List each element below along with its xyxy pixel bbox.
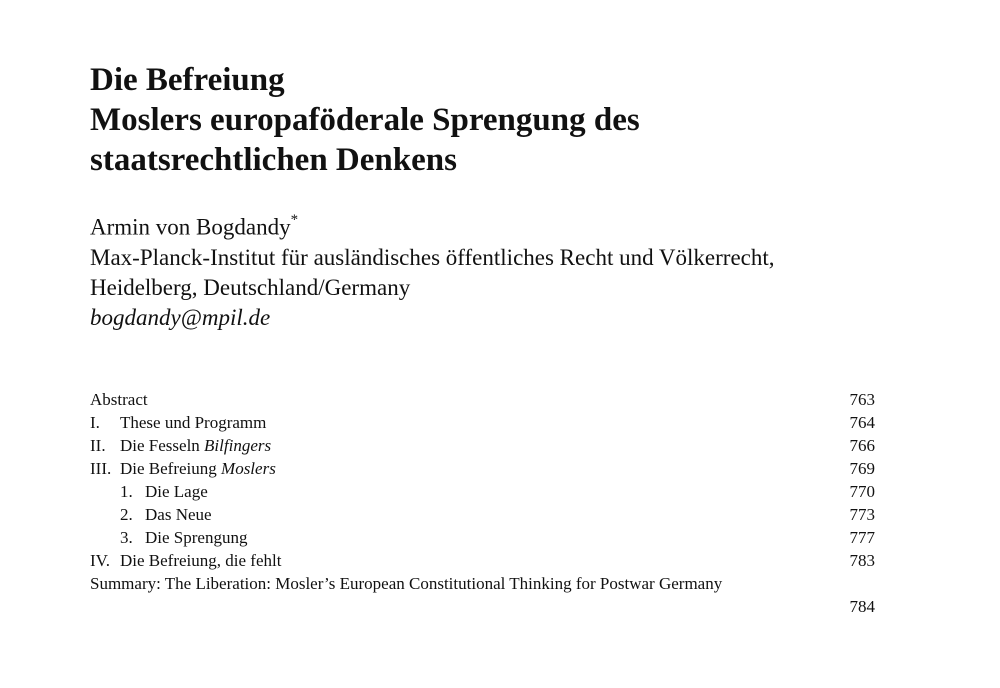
title-line-3: staatsrechtlichen Denkens xyxy=(90,142,457,178)
toc-label: Die Sprengung xyxy=(145,528,248,547)
toc-label xyxy=(120,459,276,478)
toc-label-italic: Moslers xyxy=(221,459,276,478)
toc-entry-section-3-2[interactable] xyxy=(90,503,875,526)
title-line-2: Moslers europaföderale Sprengung des xyxy=(90,102,640,138)
toc-page-number: 773 xyxy=(849,505,875,524)
toc-section-number: II. xyxy=(90,436,106,455)
toc-label-plain: Die Befreiung xyxy=(120,459,222,478)
toc-entry-section-3-1[interactable] xyxy=(90,480,875,503)
toc-entry-section-4[interactable] xyxy=(90,549,875,572)
author-name-line xyxy=(90,207,950,243)
toc-section-number: 1. xyxy=(120,482,133,501)
toc-page-number: 777 xyxy=(849,528,875,547)
author-footnote-mark[interactable]: * xyxy=(290,212,299,228)
toc-label: These und Programm xyxy=(120,413,267,432)
toc-label-italic: Bilfingers xyxy=(204,436,272,455)
toc-label xyxy=(120,436,271,455)
toc-page-number: 770 xyxy=(849,482,875,501)
author-email[interactable]: bogdandy@mpil.de xyxy=(90,304,271,330)
toc-label: Summary: The Liberation: Mosler’s European Constitutional Thinking for Postwar Germany xyxy=(90,574,723,593)
toc-section-number: 2. xyxy=(120,505,133,524)
toc-section-number: I. xyxy=(90,413,100,432)
toc-label: Die Befreiung, die fehlt xyxy=(120,551,282,570)
toc-page-number: 769 xyxy=(849,459,875,478)
toc-label: Die Lage xyxy=(145,482,208,501)
toc-page-number: 783 xyxy=(849,551,875,570)
toc-section-number: III. xyxy=(90,459,112,478)
toc-page-number: 766 xyxy=(849,436,875,455)
affiliation-line-2: Heidelberg, Deutschland/Germany xyxy=(90,274,411,300)
toc-entry-section-1[interactable] xyxy=(90,411,875,434)
toc-page-number: 784 xyxy=(849,597,875,616)
toc-entry-section-3-3[interactable] xyxy=(90,526,875,549)
toc-entry-summary[interactable] xyxy=(90,572,875,618)
toc-entry-abstract[interactable] xyxy=(90,388,875,411)
toc-entry-section-3[interactable] xyxy=(90,457,875,480)
article-title xyxy=(90,60,930,180)
toc-label-plain: Die Fesseln xyxy=(120,436,205,455)
table-of-contents xyxy=(90,388,875,618)
title-line-1: Die Befreiung xyxy=(90,62,285,98)
toc-page-number: 763 xyxy=(849,390,875,409)
toc-section-number: IV. xyxy=(90,551,110,570)
toc-page-number: 764 xyxy=(849,413,875,432)
toc-section-number: 3. xyxy=(120,528,133,547)
toc-label: Abstract xyxy=(90,390,148,409)
author-name: Armin von Bogdandy xyxy=(90,214,291,240)
author-block xyxy=(90,207,950,333)
toc-label: Das Neue xyxy=(145,505,212,524)
toc-entry-section-2[interactable] xyxy=(90,434,875,457)
affiliation-line-1: Max-Planck-Institut für ausländisches öffentliches Recht und Völkerrecht, xyxy=(90,244,775,270)
